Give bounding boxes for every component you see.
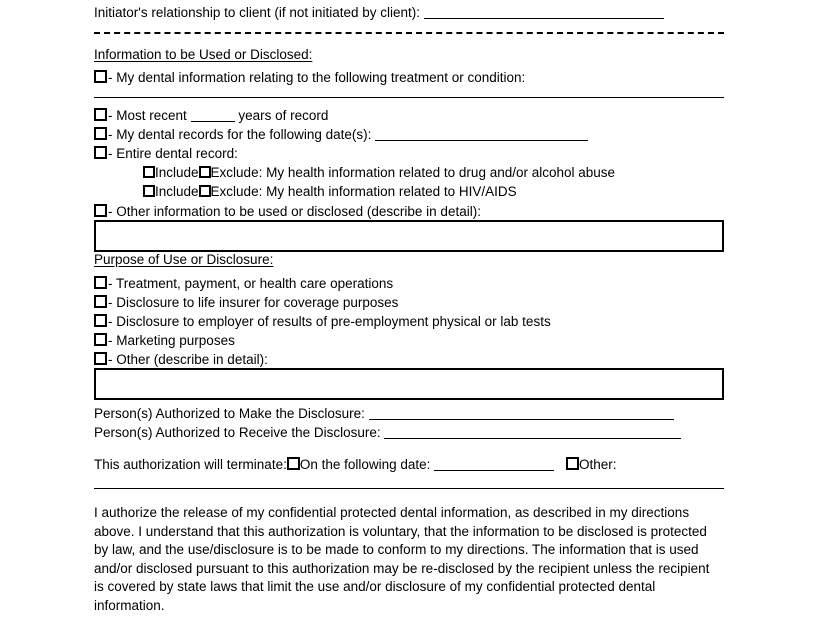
initiator-label: Initiator's relationship to client (if not initiated by client):	[94, 5, 420, 20]
info-item-dash-1: -	[108, 108, 113, 123]
info-item-entire-record-row	[94, 144, 238, 163]
info-item-records-dates-row	[94, 125, 588, 144]
info-section-heading: Information to be Used or Disclosed:	[94, 47, 313, 62]
purpose-label-0: Treatment, payment, or health care operations	[116, 276, 394, 291]
person-receive-disclosure-row	[94, 423, 681, 442]
purpose-item-marketing-row	[94, 331, 235, 350]
info-item-label-2: My dental records for the following date(s):	[116, 127, 372, 142]
purpose-label-3: Marketing purposes	[116, 333, 235, 348]
person-make-label: Person(s) Authorized to Make the Disclosure:	[94, 406, 365, 421]
person-receive-label: Person(s) Authorized to Receive the Disclosure:	[94, 425, 381, 440]
purpose-section-heading: Purpose of Use or Disclosure:	[94, 252, 274, 267]
checkbox-purpose-employer[interactable]	[94, 314, 107, 327]
purpose-dash-3: -	[108, 333, 113, 348]
termination-row	[94, 455, 616, 474]
other-information-textbox[interactable]	[94, 220, 724, 252]
purpose-label-4: Other (describe in detail):	[116, 352, 268, 367]
info-item-label-3: Entire dental record:	[116, 146, 238, 161]
include-label-0: Include	[155, 165, 199, 180]
checkbox-entire-dental-record[interactable]	[94, 146, 107, 159]
checkbox-purpose-other[interactable]	[94, 352, 107, 365]
checkbox-purpose-life-insurer[interactable]	[94, 295, 107, 308]
checkbox-include-hiv-aids[interactable]	[143, 185, 155, 197]
checkbox-purpose-marketing[interactable]	[94, 333, 107, 346]
info-other-dash: -	[108, 204, 113, 219]
info-item-dash-0: -	[108, 70, 113, 85]
nested-choice-row-hiv-aids	[143, 182, 517, 201]
purpose-dash-1: -	[108, 295, 113, 310]
treatment-condition-write-line[interactable]	[94, 97, 724, 98]
checkbox-records-dates[interactable]	[94, 127, 107, 140]
checkbox-most-recent-years[interactable]	[94, 108, 107, 121]
info-item-dash-2: -	[108, 127, 113, 142]
nested-choice-row-drug-alcohol	[143, 163, 615, 182]
purpose-item-treatment-row	[94, 274, 393, 293]
termination-on-date-label: On the following date:	[299, 457, 431, 472]
termination-other-write-line[interactable]	[94, 488, 724, 489]
purpose-dash-0: -	[108, 276, 113, 291]
purpose-label-2: Disclosure to employer of results of pre-employment physical or lab tests	[116, 314, 551, 329]
exclude-label-0: Exclude: My health information related to drug and/or alcohol abuse	[210, 165, 616, 180]
authorization-statement: I authorize the release of my confidential protected dental information, as described in my directions above. I understand that this authorization is voluntary, that the information to be disclosed is protected by law, and the use/disclosure is to be made to conform to my directions. The information that is used and/or disclosed pursuant to this authorization may be re-disclosed by the recipient unless the recipient is covered by state laws that limit the use and/or disclosure of my confidential protected dental information.	[94, 505, 710, 613]
purpose-item-other-row	[94, 350, 268, 369]
info-item-label-1-before: Most recent	[116, 108, 187, 123]
info-item-dash-3: -	[108, 146, 113, 161]
exclude-label-1: Exclude: My health information related to HIV/AIDS	[210, 184, 517, 199]
termination-date-input[interactable]	[434, 470, 554, 471]
initiator-row	[94, 3, 664, 22]
person-receive-input[interactable]	[384, 438, 681, 439]
purpose-other-textbox[interactable]	[94, 368, 724, 400]
initiator-input[interactable]	[424, 18, 664, 19]
checkbox-terminate-on-date[interactable]	[287, 457, 300, 470]
purpose-item-life-insurer-row	[94, 293, 398, 312]
purpose-label-1: Disclosure to life insurer for coverage purposes	[116, 295, 399, 310]
records-dates-input[interactable]	[375, 140, 588, 141]
termination-label: This authorization will terminate:	[94, 457, 287, 472]
person-make-input[interactable]	[369, 419, 674, 420]
purpose-item-employer-row	[94, 312, 551, 331]
checkbox-exclude-hiv-aids[interactable]	[199, 185, 211, 197]
checkbox-treatment-condition[interactable]	[94, 70, 107, 83]
include-label-1: Include	[155, 184, 199, 199]
purpose-dash-2: -	[108, 314, 113, 329]
info-other-label: Other information to be used or disclosed (describe in detail):	[116, 204, 481, 219]
checkbox-purpose-treatment[interactable]	[94, 276, 107, 289]
info-item-label-0: My dental information relating to the following treatment or condition:	[116, 70, 526, 85]
info-item-other-row	[94, 202, 481, 221]
most-recent-years-input[interactable]	[191, 121, 235, 122]
checkbox-terminate-other[interactable]	[566, 457, 579, 470]
info-item-most-recent-row	[94, 106, 328, 125]
purpose-dash-4: -	[108, 352, 113, 367]
checkbox-exclude-drug-alcohol[interactable]	[199, 166, 211, 178]
checkbox-other-information[interactable]	[94, 204, 107, 217]
person-make-disclosure-row	[94, 404, 674, 423]
checkbox-include-drug-alcohol[interactable]	[143, 166, 155, 178]
info-item-label-1-after: years of record	[238, 108, 329, 123]
info-item-treatment-condition-row	[94, 68, 525, 87]
termination-other-label: Other:	[578, 457, 617, 472]
section-divider	[94, 32, 724, 34]
